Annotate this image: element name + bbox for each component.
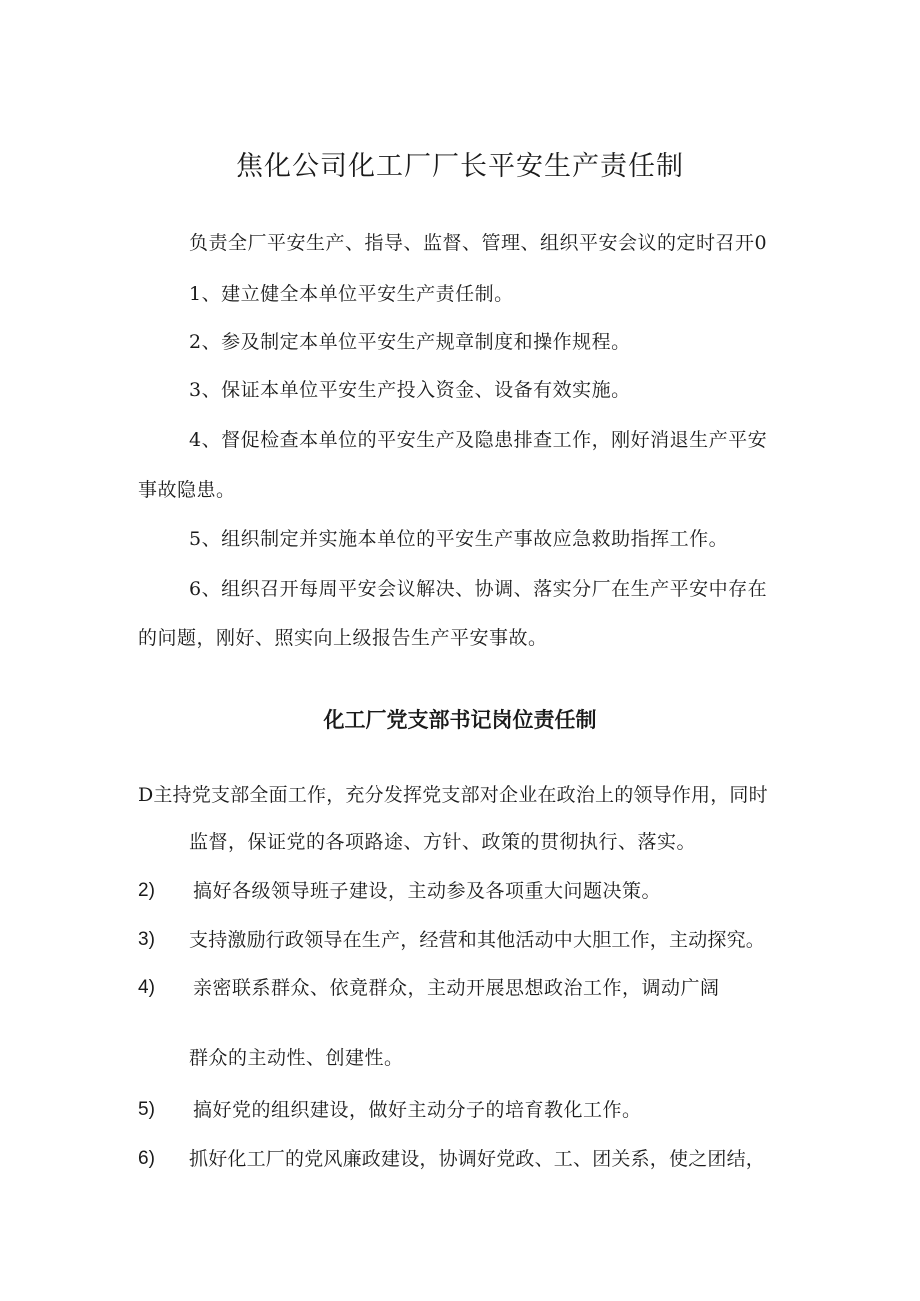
list-number: 5)	[138, 1099, 155, 1120]
list-number: 2)	[138, 880, 155, 901]
section1-item: 1、建立健全本单位平安生产责任制。	[189, 283, 514, 305]
section2-title: 化工厂党支部书记岗位责任制	[323, 708, 597, 732]
list-number: 3)	[138, 929, 155, 950]
section1-item: 5、组织制定并实施本单位的平安生产事故应急救助指挥工作。	[189, 528, 729, 550]
section2-item1-line1: D主持党支部全面工作，充分发挥党支部对企业在政治上的领导作用，同时	[138, 784, 768, 806]
section1-item-continuation: 的问题，刚好、照实向上级报告生产平安事故。	[138, 627, 548, 649]
section2-item-continuation: 群众的主动性、创建性。	[189, 1047, 404, 1069]
section2-item: 抓好化工厂的党风廉政建设，协调好党政、工、团关系，使之团结，	[189, 1148, 766, 1170]
section2-item: 支持激励行政领导在生产，经营和其他活动中大胆工作，主动探究。	[189, 929, 766, 951]
section1-item: 3、保证本单位平安生产投入资金、设备有效实施。	[189, 379, 631, 401]
section2-item1-line2: 监督，保证党的各项路途、方针、政策的贯彻执行、落实。	[189, 831, 697, 853]
list-number: 6)	[138, 1148, 155, 1169]
section1-title: 焦化公司化工厂厂长平安生产责任制	[236, 151, 684, 182]
section1-item: 2、参及制定本单位平安生产规章制度和操作规程。	[189, 331, 631, 353]
section1-intro: 负责全厂平安生产、指导、监督、管理、组织平安会议的定时召开0	[189, 232, 768, 254]
section2-item: 亲密联系群众、依竟群众，主动开展思想政治工作，调动广阔	[193, 977, 720, 999]
section2-item: 搞好党的组织建设，做好主动分子的培育教化工作。	[193, 1099, 642, 1121]
section1-item: 6、组织召开每周平安会议解决、协调、落实分厂在生产平安中存在	[189, 578, 768, 600]
list-number: 4)	[138, 977, 155, 998]
section2-item: 搞好各级领导班子建设，主动参及各项重大问题决策。	[193, 880, 662, 902]
section1-item-continuation: 事故隐患。	[138, 479, 236, 501]
section1-item: 4、督促检查本单位的平安生产及隐患排查工作，刚好消退生产平安	[189, 429, 768, 451]
